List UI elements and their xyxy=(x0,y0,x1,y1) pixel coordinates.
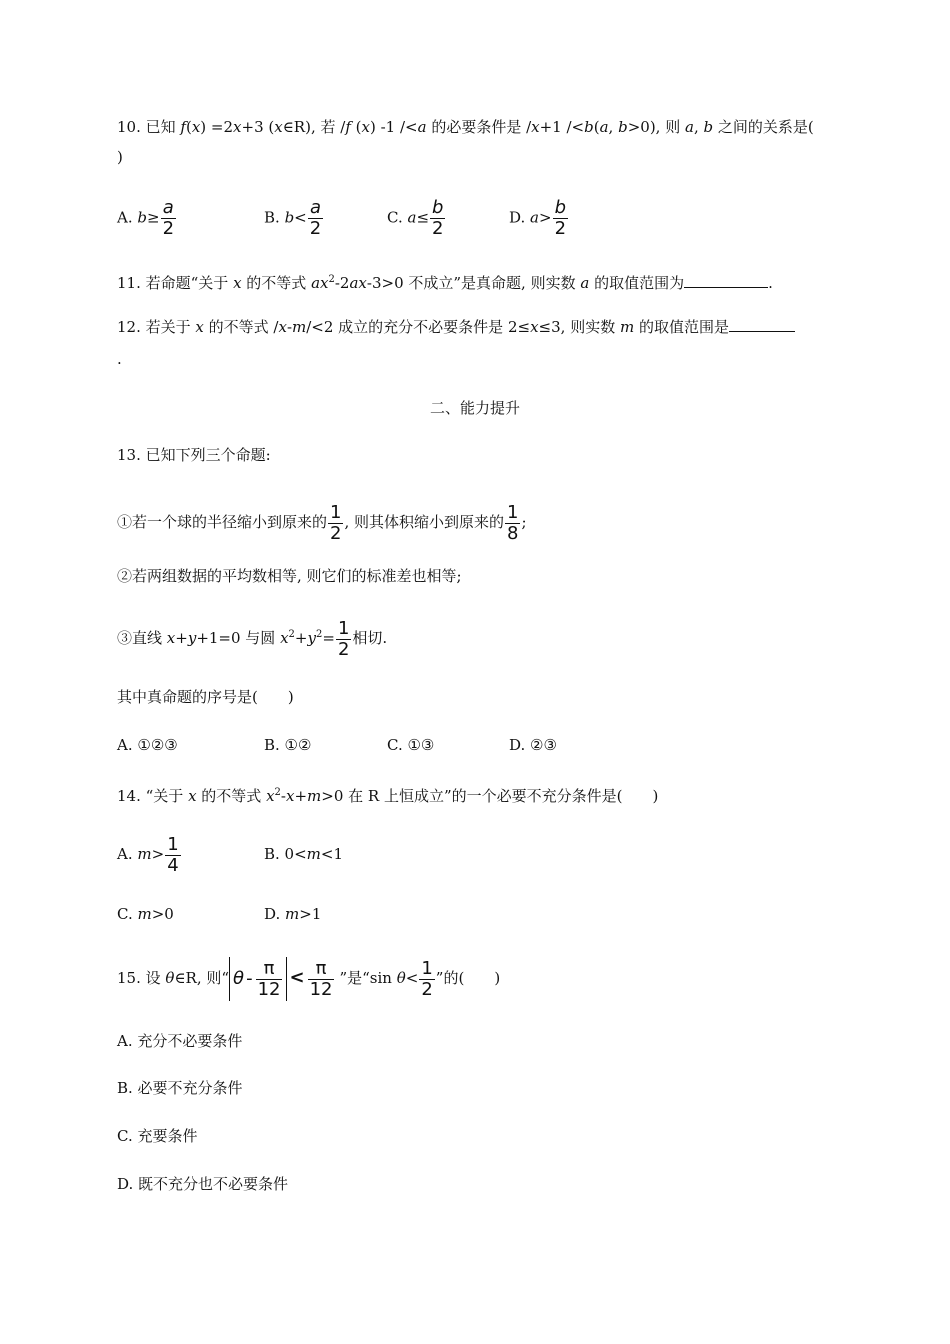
superscript: 2 xyxy=(274,787,281,798)
fraction-denominator: 2 xyxy=(337,638,350,660)
option-label: C. xyxy=(387,208,408,227)
superscript: 2 xyxy=(288,629,295,640)
q15-text: - xyxy=(246,968,253,989)
option-var: m xyxy=(137,905,152,923)
q15-option-b[interactable]: B. 必要不充分条件 xyxy=(117,1079,243,1097)
fraction-denominator: 2 xyxy=(162,218,175,239)
q12-text: 的取值范围是 xyxy=(634,318,729,336)
q12-text: /<2 成立的充分不必要条件是 2≤ xyxy=(306,318,531,336)
fraction xyxy=(505,503,520,544)
option-text: >1 xyxy=(299,905,322,923)
q13-var: y xyxy=(187,629,197,647)
q13-statement-2: ②若两组数据的平均数相等, 则它们的标准差也相等; xyxy=(117,567,462,585)
q13-option-d[interactable]: D. ②③ xyxy=(509,736,557,754)
option-relation: < xyxy=(294,208,307,227)
option-var: m xyxy=(285,905,300,923)
q14-var: x xyxy=(188,787,197,805)
option-fraction xyxy=(308,198,323,239)
q14-text: - xyxy=(280,787,286,805)
q11-text: 11. 若命题“关于 xyxy=(117,274,234,292)
option-var: m xyxy=(137,845,152,863)
q13-statement-1 xyxy=(117,500,527,544)
q14-stem xyxy=(117,782,658,807)
q14-var: x xyxy=(286,787,295,805)
q10-text: 之间的关系是( xyxy=(713,118,814,136)
q14-text: >0 在 R 上恒成立”的一个必要不充分条件是( ) xyxy=(321,787,659,805)
q15-var: θ xyxy=(396,969,406,987)
fraction-denominator: 2 xyxy=(554,218,567,239)
q14-var: m xyxy=(307,787,322,805)
q11-var: a xyxy=(580,274,590,292)
q10-option-c[interactable] xyxy=(387,198,446,239)
q12-var: x xyxy=(195,318,204,336)
q13-text: ③直线 xyxy=(117,629,167,647)
q13-text: + xyxy=(175,629,188,647)
fraction-denominator: 2 xyxy=(309,218,322,239)
fraction-numerator: b xyxy=(554,197,566,218)
q10-var: f xyxy=(180,118,186,136)
fraction-numerator: π xyxy=(263,957,275,979)
option-label: B. xyxy=(264,208,285,227)
q10-var: x xyxy=(233,118,242,136)
fraction xyxy=(256,959,283,1000)
option-var: b xyxy=(284,208,295,227)
q10-text: >0), 则 xyxy=(627,118,685,136)
option-text: D. xyxy=(264,905,286,923)
q10-stem xyxy=(117,116,814,138)
q10-text: 10. 已知 xyxy=(117,118,181,136)
q13-text: ; xyxy=(521,513,527,531)
q14-option-a[interactable] xyxy=(117,832,182,876)
q15-text: ”的( ) xyxy=(435,969,501,987)
q11-text: -2 xyxy=(334,274,350,292)
q10-var: b xyxy=(584,118,594,136)
q10-var: f xyxy=(345,118,351,136)
q13-text: +1=0 与圆 xyxy=(196,629,281,647)
q13-text: + xyxy=(294,629,308,647)
fraction xyxy=(308,959,335,1000)
fraction xyxy=(419,959,434,1000)
q10-var: x xyxy=(531,118,540,136)
q11-var: x xyxy=(233,274,242,292)
q11-text: . xyxy=(768,274,773,292)
fraction-denominator: 12 xyxy=(257,978,281,1000)
q10-text: , xyxy=(608,118,619,136)
option-fraction xyxy=(161,198,176,239)
q10-var: a xyxy=(599,118,609,136)
q15-text: ∈R, 则“ xyxy=(174,969,230,987)
fraction-denominator: 4 xyxy=(167,854,179,876)
fraction-numerator: 1 xyxy=(337,617,350,639)
q12-text: - xyxy=(286,318,293,336)
fraction-denominator: 2 xyxy=(432,218,444,239)
q12-text: 12. 若关于 xyxy=(117,318,196,336)
q11-answer-blank[interactable] xyxy=(684,273,768,288)
q13-title: 13. 已知下列三个命题: xyxy=(117,446,271,464)
q10-text: 的必要条件是 / xyxy=(426,118,532,136)
q10-text: ∈R), 若 / xyxy=(282,118,346,136)
option-text: C. xyxy=(117,905,138,923)
q11-text: 的不等式 xyxy=(241,274,312,292)
q13-statement-3 xyxy=(117,613,387,660)
q10-text: ) =2 xyxy=(200,118,234,136)
q10-text: , xyxy=(693,118,704,136)
option-text: <1 xyxy=(320,845,344,863)
q13-var: x xyxy=(166,629,176,647)
q10-var: x xyxy=(361,118,370,136)
fraction-denominator: 12 xyxy=(309,978,333,1000)
q12-var: x xyxy=(530,318,539,336)
q13-text: = xyxy=(322,629,335,647)
option-var: a xyxy=(530,208,539,227)
q15-var: θ xyxy=(165,969,175,987)
fraction-numerator: 1 xyxy=(507,501,519,523)
fraction-numerator: π xyxy=(315,957,327,979)
section-heading: 二、能力提升 xyxy=(429,399,520,417)
fraction-denominator: 2 xyxy=(330,522,342,544)
q12-var: x xyxy=(278,318,287,336)
option-fraction xyxy=(165,835,180,876)
option-fraction xyxy=(430,198,445,239)
q10-text: ( xyxy=(185,118,192,136)
q12-var: m xyxy=(619,318,635,336)
q12-var: m xyxy=(292,318,307,336)
q10-var: a xyxy=(417,118,427,136)
fraction-numerator: 1 xyxy=(421,957,433,979)
q10-text: +3 ( xyxy=(241,118,275,136)
q15-stem xyxy=(117,954,500,1002)
q10-text: ) -1 /< xyxy=(369,118,418,136)
q15-text: 15. 设 xyxy=(117,969,166,987)
q13-var: y xyxy=(307,629,316,647)
q15-option-d[interactable]: D. 既不充分也不必要条件 xyxy=(117,1175,289,1193)
q11-var: ax xyxy=(311,274,329,292)
fraction-denominator: 8 xyxy=(507,522,519,544)
option-var: b xyxy=(137,208,147,227)
fraction-numerator: 1 xyxy=(330,501,342,523)
q14-text: 的不等式 xyxy=(196,787,267,805)
option-relation: ≤ xyxy=(416,208,430,227)
option-relation: ≥ xyxy=(146,208,160,227)
fraction-numerator: 1 xyxy=(167,833,179,855)
option-label: A. xyxy=(117,208,138,227)
q14-option-b[interactable] xyxy=(264,843,343,865)
option-text: >0 xyxy=(151,905,174,923)
q10-option-a[interactable] xyxy=(117,198,177,239)
option-var: a xyxy=(407,208,417,227)
q11-var: ax xyxy=(349,274,367,292)
q13-text: , 则其体积缩小到原来的 xyxy=(344,513,505,531)
option-text: B. 0< xyxy=(264,845,307,863)
q12-text: ≤3, 则实数 xyxy=(538,318,620,336)
superscript: 2 xyxy=(315,629,323,640)
q10-var: b xyxy=(618,118,628,136)
q13-var: x xyxy=(280,629,289,647)
absolute-value xyxy=(229,957,287,1001)
q10-var: x xyxy=(191,118,201,136)
q11-text: -3>0 不成立”是真命题, 则实数 xyxy=(366,274,581,292)
q12-stem-continued: . xyxy=(117,350,122,368)
q13-option-a[interactable]: A. ①②③ xyxy=(117,736,178,754)
fraction xyxy=(328,503,343,544)
fraction-numerator: a xyxy=(162,197,174,218)
q12-text: 的不等式 / xyxy=(203,318,279,336)
option-label: A. xyxy=(117,845,138,863)
q10-option-d[interactable] xyxy=(509,198,569,239)
q13-text: ①若一个球的半径缩小到原来的 xyxy=(117,513,328,531)
q10-var: b xyxy=(703,118,714,136)
q10-var: x xyxy=(274,118,283,136)
fraction-numerator: b xyxy=(432,197,444,218)
q15-option-c[interactable]: C. 充要条件 xyxy=(117,1127,198,1145)
q14-option-d[interactable] xyxy=(264,903,321,925)
option-label: D. xyxy=(509,208,531,227)
option-fraction xyxy=(553,198,568,239)
q10-text: +1 /< xyxy=(539,118,585,136)
q12-stem xyxy=(117,316,795,338)
option-relation: > xyxy=(538,208,552,227)
q14-var: x xyxy=(266,787,275,805)
q11-stem xyxy=(117,269,773,294)
q15-text: ”是“sin xyxy=(339,969,397,987)
fraction-numerator: a xyxy=(309,197,321,218)
option-relation: > xyxy=(151,845,165,863)
fraction xyxy=(336,619,351,660)
q14-text: + xyxy=(294,787,308,805)
q15-var: θ xyxy=(233,968,245,989)
q11-text: 的取值范围为 xyxy=(589,274,685,292)
q10-option-b[interactable] xyxy=(264,198,324,239)
q10-text: ( xyxy=(593,118,600,136)
q15-relation: < xyxy=(289,967,305,988)
fraction-denominator: 2 xyxy=(421,978,433,1000)
q12-answer-blank[interactable] xyxy=(729,317,795,332)
q10-stem-continued: ) xyxy=(117,148,123,166)
q13-option-c[interactable]: C. ①③ xyxy=(387,736,435,754)
q14-text: 14. “关于 xyxy=(117,787,189,805)
option-var: m xyxy=(306,845,321,863)
q13-text: 相切. xyxy=(352,629,388,647)
q13-question: 其中真命题的序号是( ) xyxy=(117,688,294,706)
q11-superscript: 2 xyxy=(328,274,335,285)
q10-var: a xyxy=(684,118,694,136)
q10-text: ( xyxy=(350,118,362,136)
q15-text: < xyxy=(405,969,419,987)
q15-option-a[interactable]: A. 充分不必要条件 xyxy=(117,1032,243,1050)
q14-option-c[interactable] xyxy=(117,903,174,925)
q13-option-b[interactable]: B. ①② xyxy=(264,736,312,754)
